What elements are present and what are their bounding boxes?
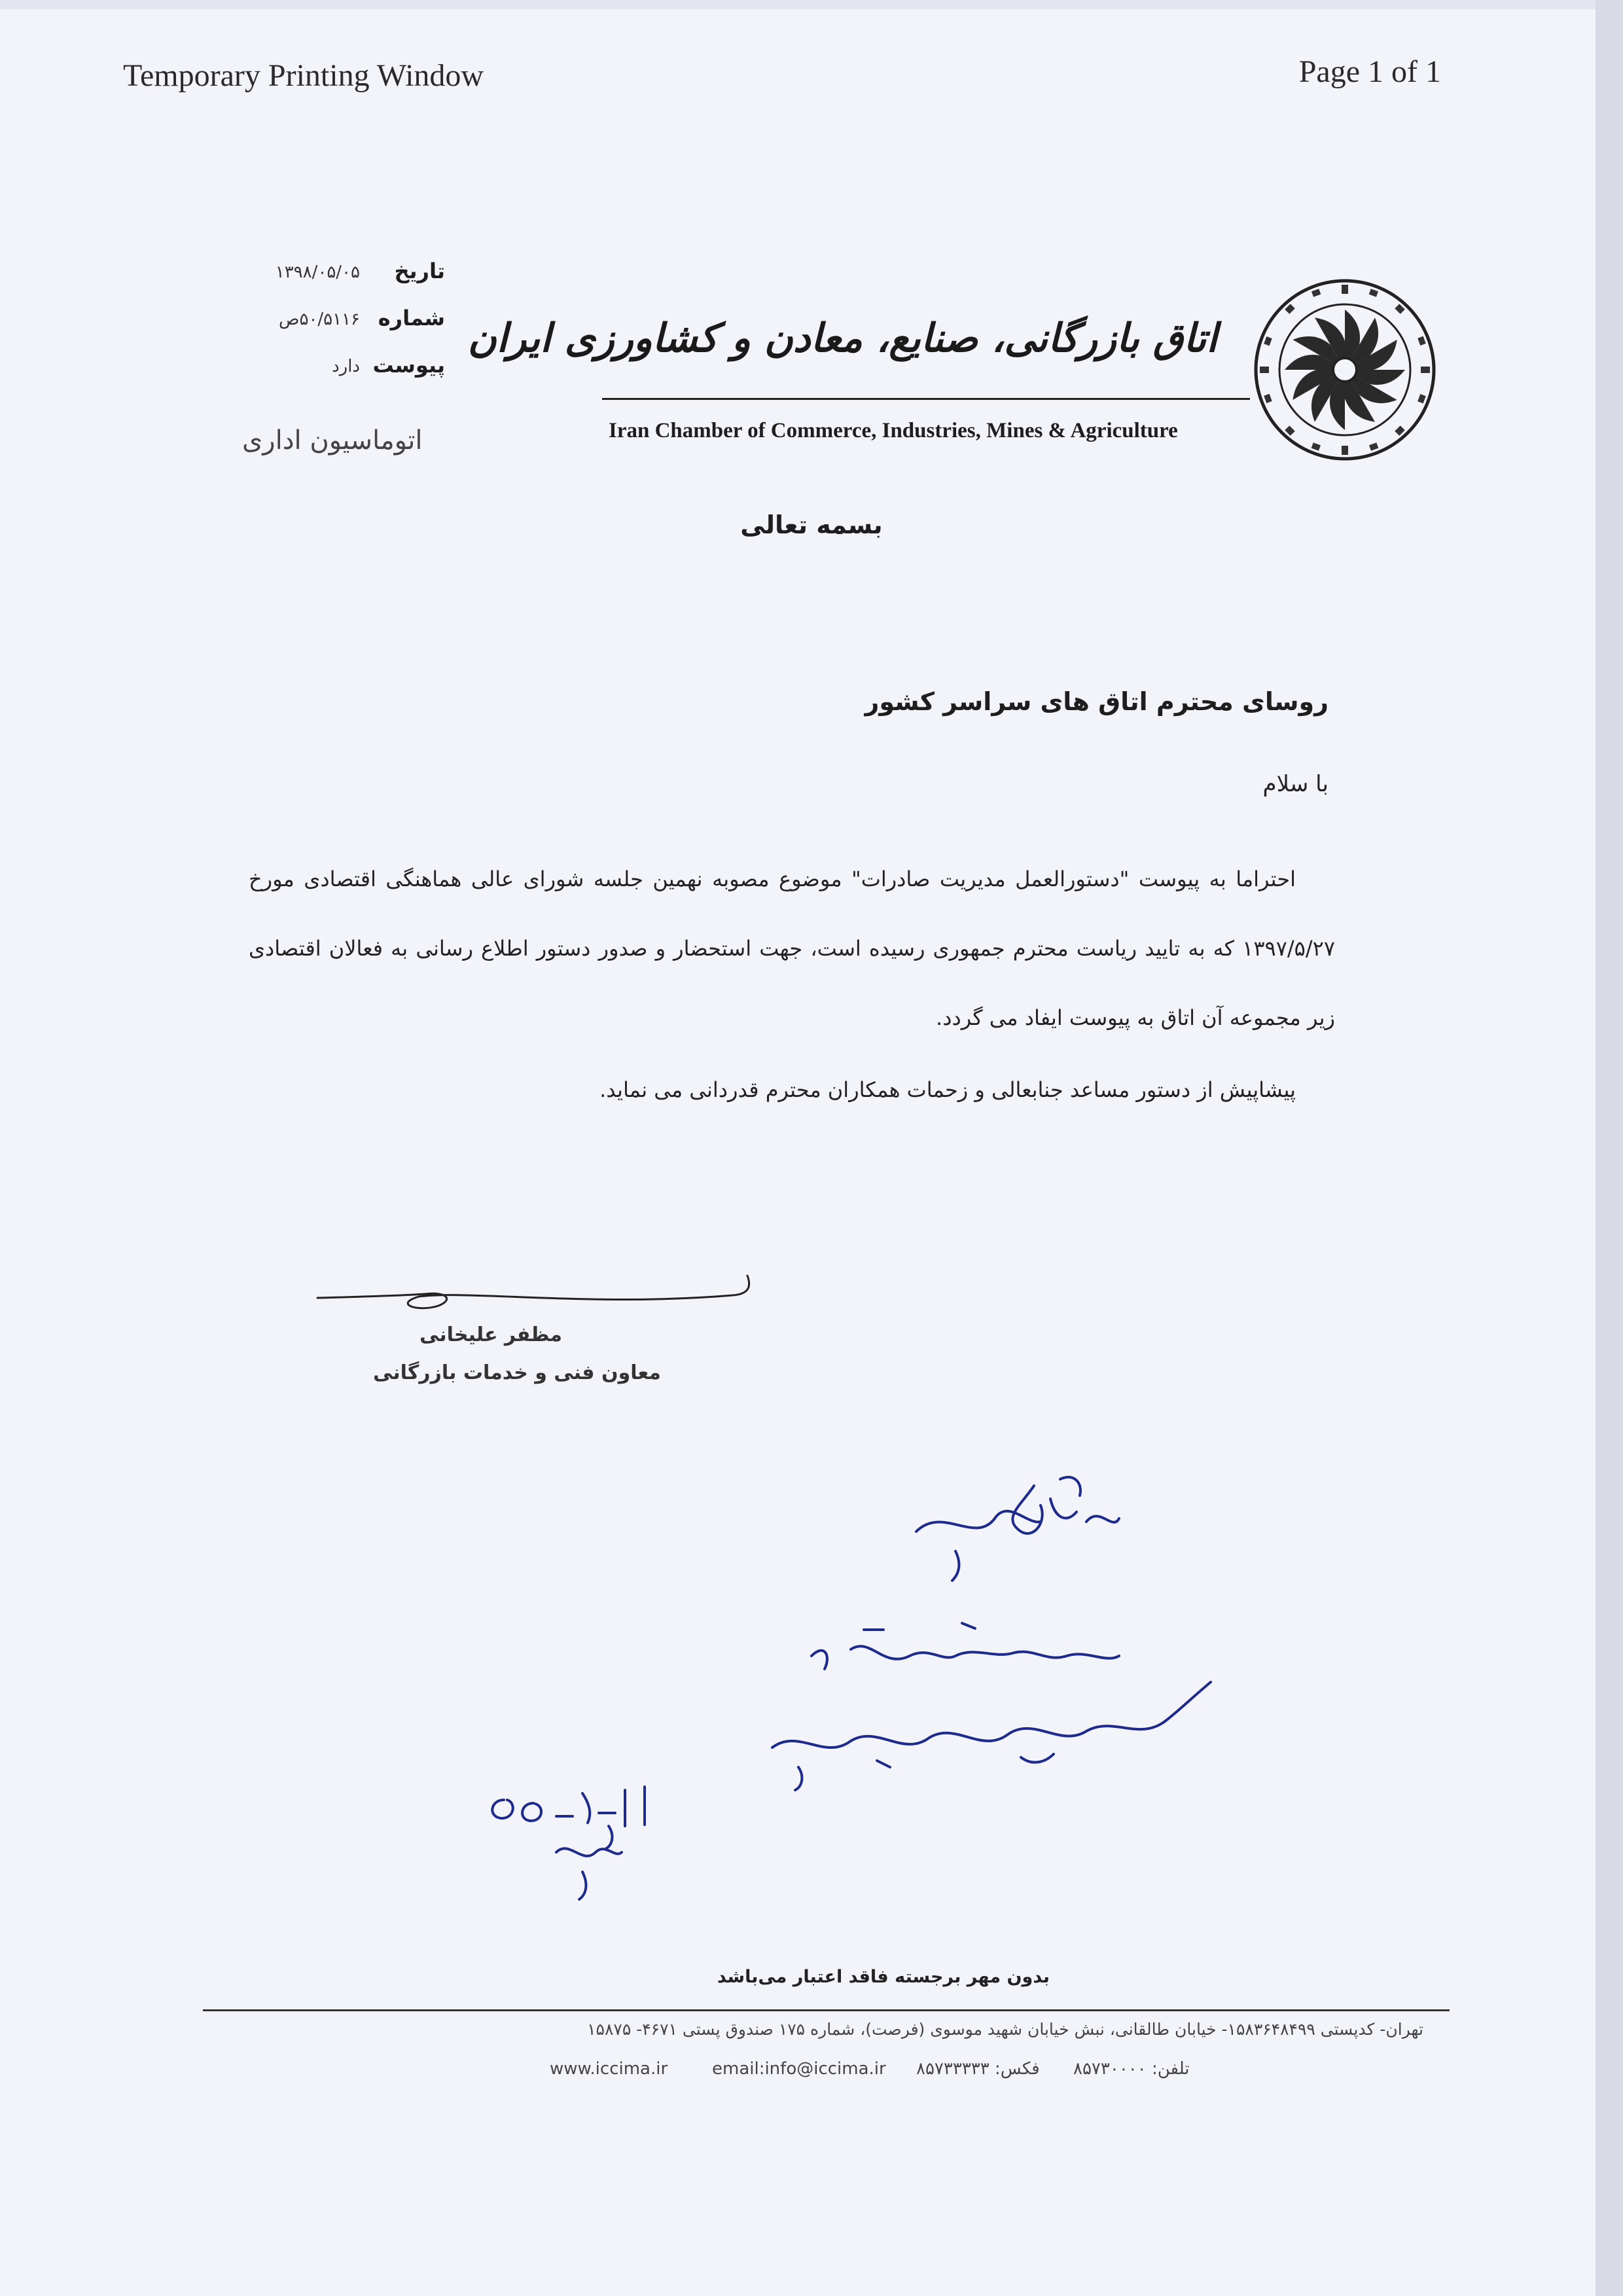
signature-mark bbox=[314, 1266, 772, 1319]
print-window-title: Temporary Printing Window bbox=[123, 58, 484, 93]
bismillah-heading: بسمه تعالی bbox=[740, 511, 883, 539]
footer-tel: تلفن: ۸۵۷۳۰۰۰۰ bbox=[1073, 2059, 1190, 2079]
footer-address: تهران- کدپستی ۱۵۸۳۶۴۸۴۹۹- خیابان طالقانی، نبش خیابان شهید موسوی (فرصت)، شماره ۱۷۵ صندوق پستی ۴۶۷۱- ۱۵۸۷۵ bbox=[587, 2020, 1423, 2039]
handwritten-notes bbox=[458, 1460, 1309, 1905]
department-stamp: اتوماسیون اداری bbox=[242, 425, 423, 456]
footer-email[interactable]: email:info@iccima.ir bbox=[712, 2059, 886, 2079]
letterhead-name-en: Iran Chamber of Commerce, Industries, Mines & Agriculture bbox=[609, 419, 1178, 442]
footer-contact bbox=[550, 2059, 1270, 2085]
date-row bbox=[249, 259, 445, 306]
letter-meta bbox=[249, 259, 445, 400]
iccima-emblem-icon bbox=[1247, 272, 1443, 468]
recipient-line: روسای محترم اتاق های سراسر کشور bbox=[865, 687, 1329, 716]
footer-validity-note: بدون مهر برجسته فاقد اعتبار می‌باشد bbox=[717, 1967, 1050, 1987]
date-value: ۱۳۹۸/۰۵/۰۵ bbox=[275, 262, 360, 282]
page-indicator: Page 1 of 1 bbox=[1298, 54, 1441, 89]
letterhead-rule bbox=[602, 398, 1250, 400]
date-label: تاریخ bbox=[394, 259, 445, 283]
footer-website[interactable]: www.iccima.ir bbox=[550, 2059, 668, 2079]
scan-top-edge bbox=[0, 0, 1623, 9]
footer-rule bbox=[203, 2009, 1450, 2011]
signer-name: مظفر علیخانی bbox=[419, 1323, 562, 1346]
attachment-value: دارد bbox=[332, 357, 360, 376]
attachment-label: پیوست bbox=[372, 353, 445, 378]
body-paragraph-1: احتراما به پیوست "دستورالعمل مدیریت صادرات" موضوع مصوبه نهمین جلسه شورای عالی هماهنگی اقتصادی مورخ ۱۳۹۷/۵/۲۷ که به تایید ریاست محترم جمهوری رسیده است، جهت استحضار و صدور دستور اطلاع رسانی به فعالان اقتصادی زیر مجموعه آن اتاق به پیوست ایفاد می گردد. bbox=[249, 867, 1335, 1030]
footer-fax: فکس: ۸۵۷۳۳۳۳۳ bbox=[916, 2059, 1040, 2079]
number-row bbox=[249, 306, 445, 353]
number-label: شماره bbox=[378, 306, 445, 331]
body-paragraph-2: پیشاپیش از دستور مساعد جنابعالی و زحمات همکاران محترم قدردانی می نماید. bbox=[599, 1077, 1296, 1102]
greeting-line: با سلام bbox=[1262, 771, 1329, 797]
signer-title: معاون فنی و خدمات بازرگانی bbox=[372, 1361, 662, 1384]
attachment-row bbox=[249, 353, 445, 400]
letterhead-name-fa: اتاق بازرگانی، صنایع، معادن و کشاورزی ایران bbox=[467, 315, 1217, 361]
letter-body bbox=[249, 844, 1335, 1124]
number-value: ۵۰/۵۱۱۶ص bbox=[279, 310, 360, 329]
scan-right-edge bbox=[1596, 0, 1623, 2296]
